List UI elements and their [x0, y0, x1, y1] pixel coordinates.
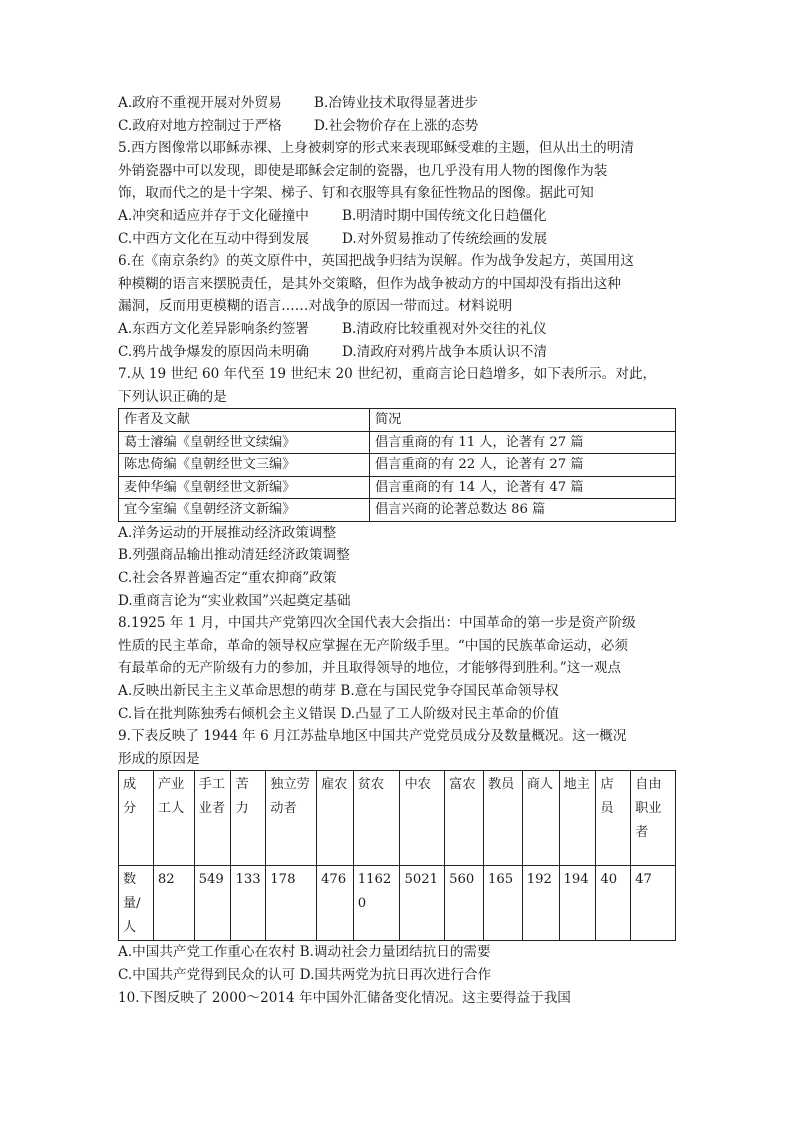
exam-page [118, 92, 678, 1009]
q7-option-b: B.列强商品输出推动清廷经济政策调整 [118, 547, 350, 564]
q5-stem-line1: 5.西方图像常以耶稣赤裸、上身被刺穿的形式来表现耶稣受难的主题，但从出土的明清 [118, 140, 634, 157]
table-header-row [119, 409, 676, 432]
q5-stem-line2: 外销瓷器中可以发现，即使是耶稣会定制的瓷器，也几乎没有用人物的图像作为装 [118, 162, 608, 179]
table-header-cell: 简况 [370, 409, 676, 432]
q8-stem-line3: 有最革命的无产阶级有力的参加，并且取得领导的地位，才能够得到胜利。”这一观点 [118, 660, 622, 677]
table-cell: 192 [522, 866, 559, 941]
table-header-cell: 教员 [483, 771, 522, 866]
table-cell: 82 [153, 866, 194, 941]
q8-options-cd: C.旨在批判陈独秀右倾机会主义错误 D.凸显了工人阶级对民主革命的价值 [118, 705, 560, 722]
table-cell: 倡言重商的有 14 人，论著有 47 篇 [370, 476, 676, 499]
q5-option-b: B.明清时期中国传统文化日趋僵化 [342, 207, 547, 224]
q7-option-a: A.洋务运动的开展推动经济政策调整 [118, 524, 337, 541]
q9-options-cd: C.中国共产党得到民众的认可 D.国共两党为抗日再次进行合作 [118, 966, 492, 983]
q7-stem-line1: 7.从 19 世纪 60 年代至 19 世纪末 20 世纪初，重商言论日趋增多，如下表所示。对此， [118, 366, 657, 383]
q6-options-row1 [118, 318, 678, 341]
table-header-cell: 成分 [119, 771, 154, 866]
q5-option-c: C.中西方文化在互动中得到发展 [118, 230, 309, 247]
table-row [119, 476, 676, 499]
q7-stem-line2: 下列认识正确的是 [118, 388, 227, 405]
table-header-cell: 自由职业者 [631, 771, 676, 866]
table-header-cell: 独立劳动者 [266, 771, 317, 866]
q4-option-a: A.政府不重视开展对外贸易 [118, 95, 282, 111]
table-cell: 178 [266, 866, 317, 941]
table-header-cell: 店员 [596, 771, 631, 866]
table-cell: 476 [316, 866, 353, 941]
q9-options-ab: A.中国共产党工作重心在农村 B.调动社会力量团结抗日的需要 [118, 944, 491, 961]
table-header-cell: 贫农 [353, 771, 400, 866]
q8-stem-line1: 8.1925 年 1 月，中国共产党第四次全国代表大会指出：中国革命的第一步是资产阶级 [118, 615, 636, 632]
q9-stem-line2: 形成的原因是 [118, 750, 200, 767]
table-header-cell: 中农 [400, 771, 445, 866]
q9-table [118, 770, 676, 941]
q8-stem-line2: 性质的民主革命，革命的领导权应掌握在无产阶级手里。“中国的民族革命运动，必须 [118, 637, 628, 654]
q7-table [118, 408, 676, 522]
table-header-cell: 苦力 [231, 771, 266, 866]
table-header-cell: 手工业者 [194, 771, 231, 866]
q6-stem-line1: 6.在《南京条约》的英文原件中，英国把战争归结为误解。作为战争发起方，英国用这 [118, 253, 634, 270]
q5-stem-line3: 饰，取而代之的是十字架、梯子、钉和衣服等具有象征性物品的图像。据此可知 [118, 185, 594, 202]
q6-option-d: D.清政府对鸦片战争本质认识不清 [342, 343, 548, 360]
table-row [119, 866, 676, 941]
q5-option-d: D.对外贸易推动了传统绘画的发展 [342, 230, 548, 247]
q5-option-a: A.冲突和适应并存于文化碰撞中 [118, 207, 309, 224]
q5-options-row2 [118, 228, 678, 251]
table-cell: 倡言兴商的论著总数达 86 篇 [370, 499, 676, 522]
table-header-cell: 作者及文献 [119, 409, 370, 432]
table-header-cell: 商人 [522, 771, 559, 866]
table-cell: 5021 [400, 866, 445, 941]
q6-option-b: B.清政府比较重视对外交往的礼仪 [342, 320, 547, 337]
table-row [119, 431, 676, 454]
q6-stem-line3: 漏洞，反而用更模糊的语言……对战争的原因一带而过。材料说明 [118, 298, 513, 315]
table-header-row [119, 771, 676, 866]
q4-option-c: C.政府对地方控制过于严格 [118, 117, 282, 134]
table-cell: 11620 [353, 866, 400, 941]
table-cell: 麦仲华编《皇朝经世文新编》 [119, 476, 370, 499]
q6-option-a: A.东西方文化差异影响条约签署 [118, 320, 309, 337]
q8-options-ab: A.反映出新民主主义革命思想的萌芽 B.意在与国民党争夺国民革命领导权 [118, 682, 559, 699]
table-header-cell: 产业工人 [153, 771, 194, 866]
table-cell: 133 [231, 866, 266, 941]
table-header-cell: 雇农 [316, 771, 353, 866]
table-cell: 倡言重商的有 11 人，论著有 27 篇 [370, 431, 676, 454]
q6-stem-line2: 种模糊的语言来摆脱责任，是其外交策略，但作为战争被动方的中国却没有指出这种 [118, 275, 621, 292]
table-cell: 葛士濬编《皇朝经世文续编》 [119, 431, 370, 454]
table-row [119, 499, 676, 522]
q7-option-d: D.重商言论为“实业救国”兴起奠定基础 [118, 592, 351, 609]
q4-option-b: B.冶铸业技术取得显著进步 [314, 95, 478, 111]
table-cell: 47 [631, 866, 676, 941]
table-cell: 倡言重商的有 22 人，论著有 27 篇 [370, 454, 676, 477]
table-cell: 宜今室编《皇朝经济文新编》 [119, 499, 370, 522]
table-cell: 165 [483, 866, 522, 941]
q10-stem-line1: 10.下图反映了 2000～2014 年中国外汇储备变化情况。这主要得益于我国 [118, 989, 571, 1006]
table-cell: 549 [194, 866, 231, 941]
table-cell: 560 [445, 866, 484, 941]
q6-options-row2 [118, 341, 678, 364]
q4-option-d: D.社会物价存在上涨的态势 [314, 117, 479, 134]
q7-option-c: C.社会各界普遍否定“重农抑商”政策 [118, 570, 337, 586]
q5-options-row1 [118, 205, 678, 228]
table-header-cell: 地主 [559, 771, 596, 866]
q4-options-row1 [118, 92, 678, 115]
q4-options-row2 [118, 115, 678, 138]
table-cell: 40 [596, 866, 631, 941]
table-row [119, 454, 676, 477]
q6-option-c: C.鸦片战争爆发的原因尚未明确 [118, 343, 309, 360]
table-cell: 陈忠倚编《皇朝经世文三编》 [119, 454, 370, 477]
table-cell: 194 [559, 866, 596, 941]
table-header-cell: 富农 [445, 771, 484, 866]
q9-stem-line1: 9.下表反映了 1944 年 6 月江苏盐阜地区中国共产党党员成分及数量概况。这一概况 [118, 728, 627, 745]
table-row-label: 数量/人 [119, 866, 154, 941]
